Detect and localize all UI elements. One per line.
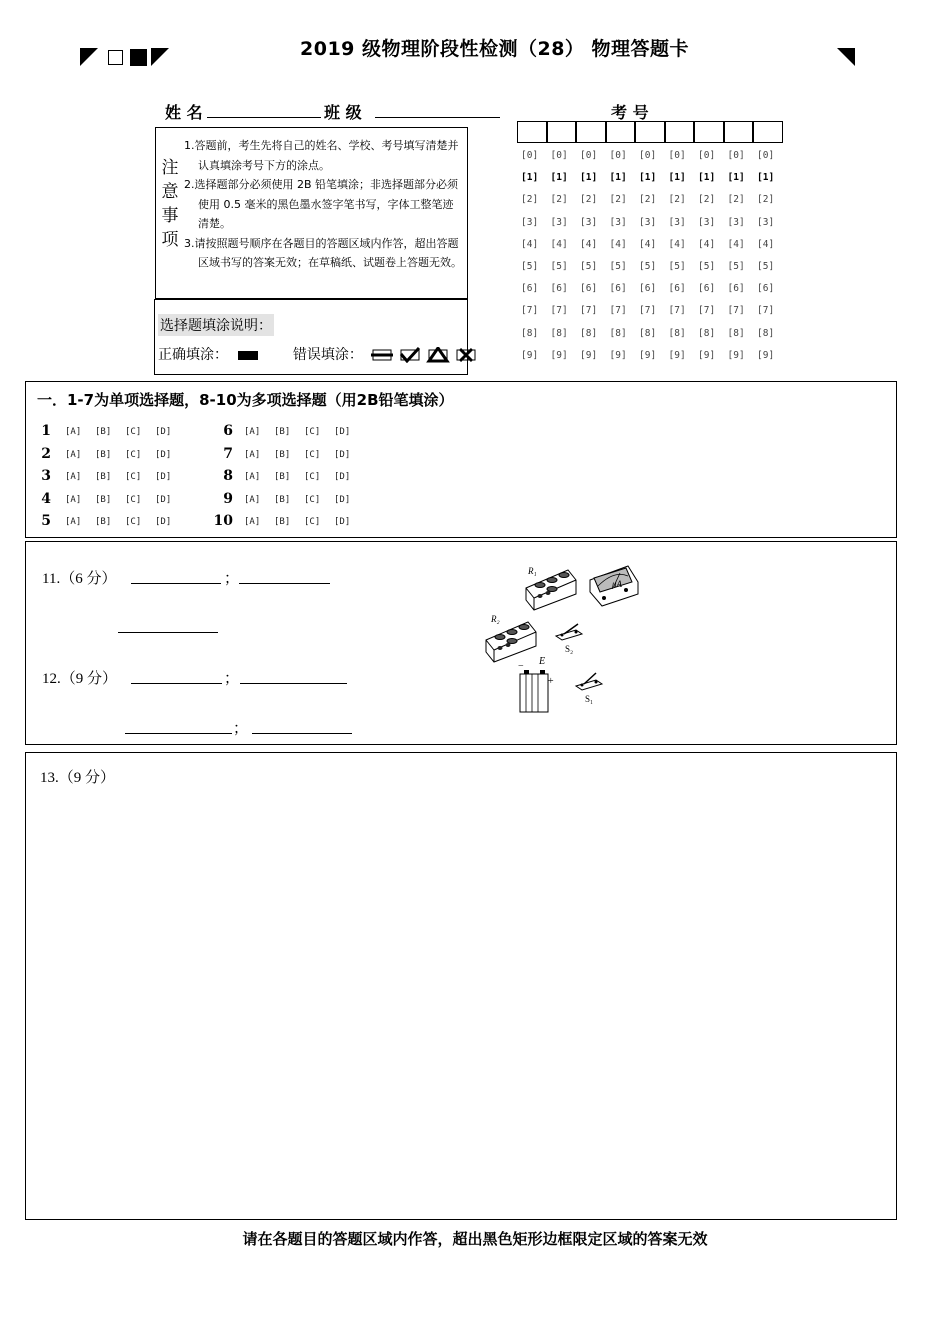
mc-option-bubble[interactable]: [D] [334,494,351,505]
exam-number-bubble[interactable]: [9] [521,349,539,361]
exam-number-bubble[interactable]: [0] [580,150,598,161]
exam-number-cell[interactable] [694,121,724,143]
q12-answer-blank-2[interactable] [240,683,347,684]
battery-minus: − [518,661,524,672]
multiple-choice-heading: 一．1-7为单项选择题，8-10为多项选择题（用2B铅笔填涂） [37,391,454,409]
notice-char: 注 [161,158,179,178]
exam-number-bubble-row [521,239,787,250]
exam-number-bubble[interactable]: [9] [698,349,716,361]
exam-number-bubble[interactable]: [3] [550,216,568,228]
q11-separator: ； [224,571,240,587]
exam-number-bubble[interactable]: [6] [639,283,657,295]
exam-number-bubble[interactable]: [4] [609,238,627,250]
mc-option-bubble[interactable]: [A] [244,449,261,460]
mc-option-bubble[interactable]: [C] [304,517,321,527]
correct-fill-label: 正确填涂： [158,347,228,363]
exam-number-bubble[interactable]: [0] [668,150,686,161]
exam-number-bubble[interactable]: [6] [580,283,598,295]
exam-number-bubble[interactable]: [5] [521,261,539,272]
mc-option-bubble[interactable]: [C] [304,494,321,505]
exam-number-bubble[interactable]: [0] [639,150,657,161]
mc-question-number: 2 [41,445,51,462]
mc-option-bubble[interactable]: [A] [244,494,261,505]
class-label: 班 级 [324,103,362,122]
mc-question-number: 7 [223,445,233,462]
r2-label: R₂ [491,614,500,624]
mc-option-bubble[interactable]: [B] [95,427,112,437]
mc-option-bubble[interactable]: [A] [65,494,82,505]
mc-option-bubble[interactable]: [B] [274,517,291,527]
exam-number-bubble[interactable]: [2] [698,194,716,206]
exam-number-bubble-row [521,283,787,294]
mc-option-bubble[interactable]: [B] [95,517,112,527]
mc-option-row [244,450,364,460]
exam-number-bubble[interactable]: [6] [757,283,775,295]
mc-option-bubble[interactable]: [B] [274,427,291,437]
q11-answer-blank-2[interactable] [239,583,330,584]
exam-number-bubble[interactable]: [4] [521,238,539,250]
exam-number-bubble[interactable]: [8] [757,327,775,339]
mc-question-number: 4 [41,490,51,507]
mc-option-bubble[interactable]: [C] [125,449,142,460]
mc-option-bubble[interactable]: [A] [65,472,82,482]
exam-number-bubble[interactable]: [0] [609,150,627,161]
exam-number-bubble-row [521,305,787,316]
exam-number-bubble[interactable]: [2] [521,194,539,206]
exam-number-bubble[interactable]: [7] [550,305,568,317]
resistance-box-r2 [486,622,536,662]
mc-question-number: 10 [213,513,233,529]
r1-label: R₁ [528,566,537,576]
mc-option-bubble[interactable]: [C] [304,449,321,460]
mc-option-bubble[interactable]: [B] [274,449,291,460]
exam-number-bubble[interactable]: [1] [609,172,627,184]
mc-question-number: 8 [223,468,233,484]
exam-number-bubble[interactable]: [6] [550,283,568,295]
notice-item: 3.请按照题号顺序在各题目的答题区域内作答，超出答题区域书写的答案无效；在草稿纸、试题卷上答题无效。 [184,236,462,269]
mc-option-row [244,517,364,527]
q12-answer-blank-4[interactable] [252,733,352,734]
mc-option-bubble[interactable]: [A] [65,449,82,460]
exam-number-bubble[interactable]: [7] [521,305,539,317]
mc-option-bubble[interactable]: [B] [274,472,291,482]
exam-number-bubble[interactable]: [5] [609,261,627,272]
exam-number-bubble[interactable]: [9] [757,349,775,361]
mc-question-number: 1 [41,423,51,439]
exam-number-bubble-row [521,217,787,228]
alignment-mark-left-triangle [80,48,98,66]
exam-number-cell[interactable] [606,121,636,143]
switch-s2 [556,624,582,640]
exam-number-bubble[interactable]: [6] [609,283,627,295]
exam-number-bubble[interactable]: [3] [609,216,627,228]
exam-number-bubble-row [521,328,787,339]
exam-number-cell[interactable] [753,121,783,143]
switch-s1 [576,673,602,690]
notice-char: 意 [161,182,179,202]
mc-option-bubble[interactable]: [D] [155,449,172,460]
mc-option-bubble[interactable]: [C] [125,517,142,527]
exam-number-bubble-row [521,350,787,361]
mc-option-bubble[interactable]: [B] [274,494,291,505]
exam-number-bubble[interactable]: [5] [698,261,716,272]
mc-option-row [244,427,364,437]
alignment-mark-filled-square [130,49,147,66]
name-label: 姓 名 [165,103,203,122]
circuit-components-figure [478,560,648,718]
notice-char: 项 [161,230,179,250]
q12-separator: ； [224,671,240,687]
mc-option-row [65,517,185,527]
mc-question-number: 9 [223,490,233,507]
exam-number-bubble[interactable]: [1] [580,172,598,184]
exam-number-bubble[interactable]: [1] [550,172,568,184]
exam-number-bubble[interactable]: [2] [757,194,775,206]
exam-number-bubble-row [521,261,787,272]
exam-number-bubble[interactable]: [4] [550,238,568,250]
exam-number-bubble[interactable]: [1] [698,172,716,184]
exam-number-bubble[interactable]: [6] [521,283,539,295]
exam-number-bubble[interactable]: [9] [580,349,598,361]
mc-option-bubble[interactable]: [A] [244,472,261,482]
exam-number-bubble[interactable]: [0] [727,150,745,161]
exam-number-cell[interactable] [547,121,577,143]
mc-option-bubble[interactable]: [C] [125,472,142,482]
mc-option-bubble[interactable]: [D] [334,427,351,437]
mc-option-bubble[interactable]: [D] [334,472,351,482]
exam-number-bubble[interactable]: [7] [609,305,627,317]
mc-question-number: 6 [223,423,233,439]
notice-text [184,136,462,273]
wrong-fill-examples-icon [371,347,479,363]
battery-label: E [539,656,546,667]
mc-option-bubble[interactable]: [C] [125,427,142,437]
q12-label: 12.（9 分） [42,671,118,687]
mc-option-bubble[interactable]: [A] [65,517,82,527]
exam-number-bubble[interactable]: [4] [668,238,686,250]
q12-separator-2: ； [233,721,249,737]
mc-option-row [65,472,185,482]
exam-number-bubble[interactable]: [1] [727,172,745,184]
mc-option-bubble[interactable]: [D] [155,494,172,505]
mc-option-bubble[interactable]: [D] [155,427,172,437]
exam-number-cell[interactable] [576,121,606,143]
exam-number-bubble[interactable]: [0] [698,150,716,161]
exam-number-bubble[interactable]: [8] [550,327,568,339]
exam-number-bubble[interactable]: [2] [668,194,686,206]
correct-fill-example [238,351,258,360]
exam-number-cell[interactable] [665,121,695,143]
mc-option-bubble[interactable]: [D] [334,449,351,460]
exam-number-bubble[interactable]: [3] [757,216,775,228]
exam-number-bubble[interactable]: [0] [757,150,775,161]
exam-number-bubble[interactable]: [2] [550,194,568,206]
page-title: 2019 级物理阶段性检测（28） 物理答题卡 [300,38,690,60]
exam-number-bubble[interactable]: [0] [550,150,568,161]
exam-number-bubble[interactable]: [6] [727,283,745,295]
exam-number-bubble[interactable]: [5] [580,261,598,272]
exam-number-cell[interactable] [724,121,754,143]
mc-option-bubble[interactable]: [B] [95,449,112,460]
exam-number-bubble[interactable]: [5] [639,261,657,272]
mc-option-row [65,450,185,460]
notice-char: 事 [161,206,179,226]
alignment-mark-right-triangle [837,48,855,66]
exam-number-bubble[interactable]: [5] [550,261,568,272]
exam-number-bubble[interactable]: [9] [727,349,745,361]
exam-number-bubble[interactable]: [9] [668,349,686,361]
alignment-mark-open-square [108,50,123,65]
exam-number-bubble[interactable]: [2] [639,194,657,206]
exam-number-bubble[interactable]: [8] [727,327,745,339]
exam-number-cell[interactable] [517,121,547,143]
exam-number-bubble[interactable]: [5] [757,261,775,272]
battery-plus: + [548,676,554,687]
exam-number-bubble[interactable]: [1] [757,172,775,184]
exam-number-bubble[interactable]: [7] [580,305,598,317]
exam-number-bubble[interactable]: [9] [550,349,568,361]
mc-option-bubble[interactable]: [D] [155,517,172,527]
exam-number-bubble[interactable]: [5] [668,261,686,272]
exam-number-bubble[interactable]: [2] [727,194,745,206]
exam-number-bubble[interactable]: [4] [757,238,775,250]
q11-answer-blank-3[interactable] [118,632,218,633]
s2-label: S₂ [565,644,574,654]
exam-number-bubble[interactable]: [1] [668,172,686,184]
q12-answer-blank-3[interactable] [125,733,232,734]
exam-number-bubble[interactable]: [8] [521,327,539,339]
alignment-mark-mid-triangle [151,48,169,66]
exam-number-bubble[interactable]: [0] [521,150,539,161]
q12-answer-blank-1[interactable] [131,683,222,684]
exam-number-bubble[interactable]: [9] [609,349,627,361]
exam-number-bubble[interactable]: [5] [727,261,745,272]
exam-number-bubble[interactable]: [7] [639,305,657,317]
s1-label: S₁ [585,694,594,704]
notice-vertical-title [159,156,181,252]
exam-number-bubble[interactable]: [7] [668,305,686,317]
mc-option-bubble[interactable]: [A] [244,427,261,437]
battery-e [520,670,548,712]
exam-number-bubble-row [521,194,787,205]
mc-option-bubble[interactable]: [B] [95,472,112,482]
exam-number-bubble[interactable]: [3] [727,216,745,228]
mc-option-row [244,472,364,482]
exam-number-bubble[interactable]: [3] [580,216,598,228]
meter-unit-label: μA [612,579,623,589]
exam-number-bubble[interactable]: [4] [580,238,598,250]
mc-option-bubble[interactable]: [A] [65,427,82,437]
mc-option-bubble[interactable]: [D] [155,472,172,482]
mc-option-row [65,427,185,437]
exam-number-bubble[interactable]: [4] [727,238,745,250]
mc-option-bubble[interactable]: [C] [304,427,321,437]
exam-number-cell[interactable] [635,121,665,143]
exam-number-bubble-row [521,150,787,161]
mc-option-row [244,495,364,505]
exam-number-bubble[interactable]: [9] [639,349,657,361]
exam-number-bubble[interactable]: [2] [580,194,598,206]
exam-number-bubble[interactable]: [7] [757,305,775,317]
q13-label: 13.（9 分） [40,770,116,786]
notice-item: 1.答题前，考生先将自己的姓名、学校、考号填写清楚并认真填涂考号下方的涂点。 [184,139,459,172]
exam-number-bubble[interactable]: [8] [580,327,598,339]
exam-number-bubble[interactable]: [8] [668,327,686,339]
name-field[interactable] [207,117,321,118]
exam-number-bubble[interactable]: [6] [698,283,716,295]
exam-number-bubble[interactable]: [6] [668,283,686,295]
questions-11-12-section [25,541,897,745]
exam-number-bubble[interactable]: [3] [668,216,686,228]
mc-option-bubble[interactable]: [C] [125,494,142,505]
exam-number-bubble[interactable]: [8] [609,327,627,339]
exam-number-bubble[interactable]: [1] [639,172,657,184]
mc-option-bubble[interactable]: [D] [334,517,351,527]
exam-number-bubble[interactable]: [3] [698,216,716,228]
mc-option-bubble[interactable]: [B] [95,494,112,505]
class-field[interactable] [375,117,500,118]
exam-number-bubble[interactable]: [3] [521,216,539,228]
exam-number-bubble[interactable]: [7] [698,305,716,317]
exam-number-bubble[interactable]: [8] [639,327,657,339]
q11-label: 11.（6 分） [42,571,117,587]
mc-option-bubble[interactable]: [A] [244,517,261,527]
notice-item: 2.选择题部分必须使用 2B 铅笔填涂；非选择题部分必须使用 0.5 毫米的黑色墨水签字笔书写，字体工整笔迹清楚。 [184,178,459,230]
exam-number-bubble[interactable]: [8] [698,327,716,339]
exam-number-bubble-row [521,172,787,183]
wrong-fill-label: 错误填涂： [292,347,363,363]
exam-number-bubble[interactable]: [4] [639,238,657,250]
exam-number-bubble[interactable]: [3] [639,216,657,228]
exam-number-bubble[interactable]: [4] [698,238,716,250]
fill-example-row [158,344,479,364]
footer-note: 请在各题目的答题区域内作答，超出黑色矩形边框限定区域的答案无效 [242,1230,708,1248]
exam-number-label: 考 号 [611,103,649,122]
exam-number-bubble[interactable]: [1] [521,172,539,184]
mc-question-number: 5 [41,513,51,529]
mc-option-row [65,495,185,505]
q11-answer-blank-1[interactable] [131,583,221,584]
fill-instructions-heading: 选择题填涂说明： [158,314,274,336]
question-13-section[interactable] [25,752,897,1220]
mc-question-number: 3 [41,468,51,484]
exam-number-bubble[interactable]: [7] [727,305,745,317]
mc-option-bubble[interactable]: [C] [304,472,321,482]
resistance-box-r1 [526,570,576,610]
exam-number-bubble[interactable]: [2] [609,194,627,206]
